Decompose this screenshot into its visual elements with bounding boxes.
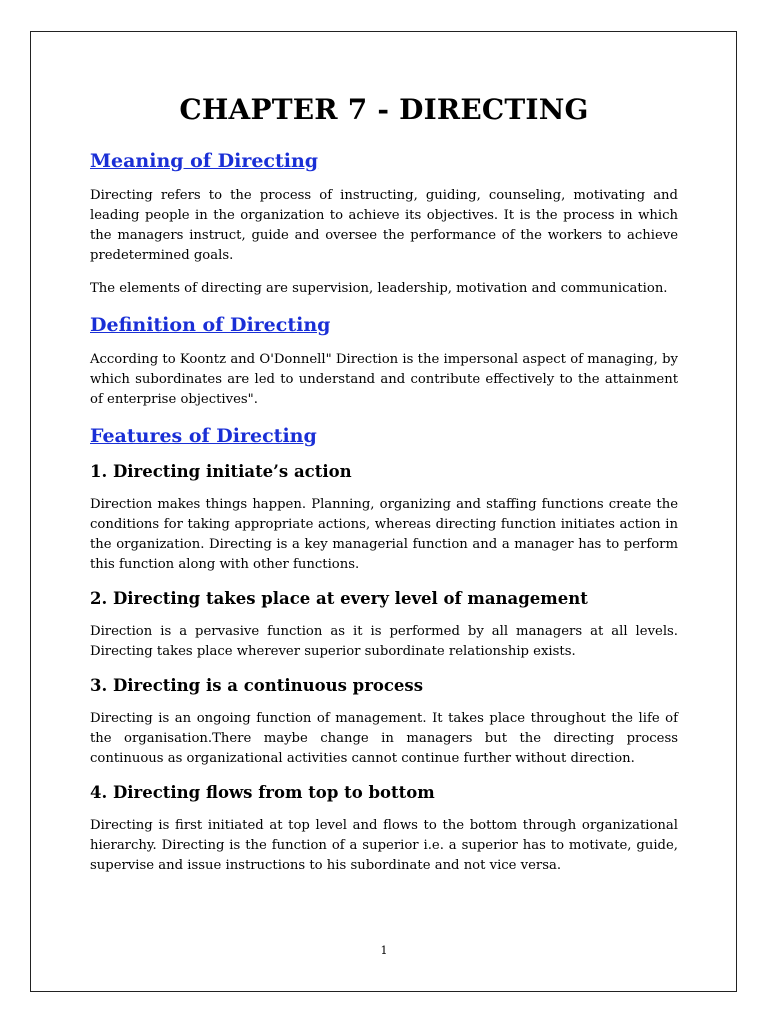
- feature-heading-3: 3. Directing is a continuous process: [90, 676, 424, 695]
- page-number: 1: [380, 944, 388, 957]
- document-body: [90, 92, 678, 889]
- section-heading-meaning: Meaning of Directing: [90, 150, 319, 172]
- feature-heading-1: 1. Directing initiate’s action: [90, 462, 352, 481]
- paragraph-definition: According to Koontz and O'Donnell" Direction is the impersonal aspect of managing, by which subordinates are led to understand and contribute effectively to the attainment of enterprise objectives".: [90, 352, 678, 407]
- feature-heading-2: 2. Directing takes place at every level of management: [90, 589, 588, 608]
- section-heading-definition: Definition of Directing: [90, 314, 331, 336]
- paragraph-meaning-2: The elements of directing are supervision, leadership, motivation and communication.: [90, 281, 668, 296]
- feature-heading-4: 4. Directing flows from top to bottom: [90, 783, 435, 802]
- feature-text-1: Direction makes things happen. Planning, organizing and staffing functions create the conditions for taking appropriate actions, whereas directing function initiates action in the organization. Directing is a key managerial function and a manager has to perform this function along with other functions.: [90, 497, 678, 572]
- section-heading-features: Features of Directing: [90, 425, 317, 447]
- paragraph-meaning-1: Directing refers to the process of instructing, guiding, counseling, motivating and leading people in the organization to achieve its objectives. It is the process in which the managers instruct, guide and oversee the performance of the workers to achieve predetermined goals.: [90, 188, 678, 263]
- feature-text-4: Directing is first initiated at top level and flows to the bottom through organizational hierarchy. Directing is the function of a superior i.e. a superior has to motivate, guide, supervise and issue instructions to his subordinate and not vice versa.: [90, 818, 678, 873]
- feature-text-3: Directing is an ongoing function of management. It takes place throughout the life of the organisation.There maybe change in managers but the directing process continuous as organizational activities cannot continue further without direction.: [90, 711, 678, 766]
- feature-text-2: Direction is a pervasive function as it is performed by all managers at all levels. Directing takes place wherever superior subordinate relationship exists.: [90, 624, 678, 659]
- chapter-title: CHAPTER 7 - DIRECTING: [179, 93, 589, 126]
